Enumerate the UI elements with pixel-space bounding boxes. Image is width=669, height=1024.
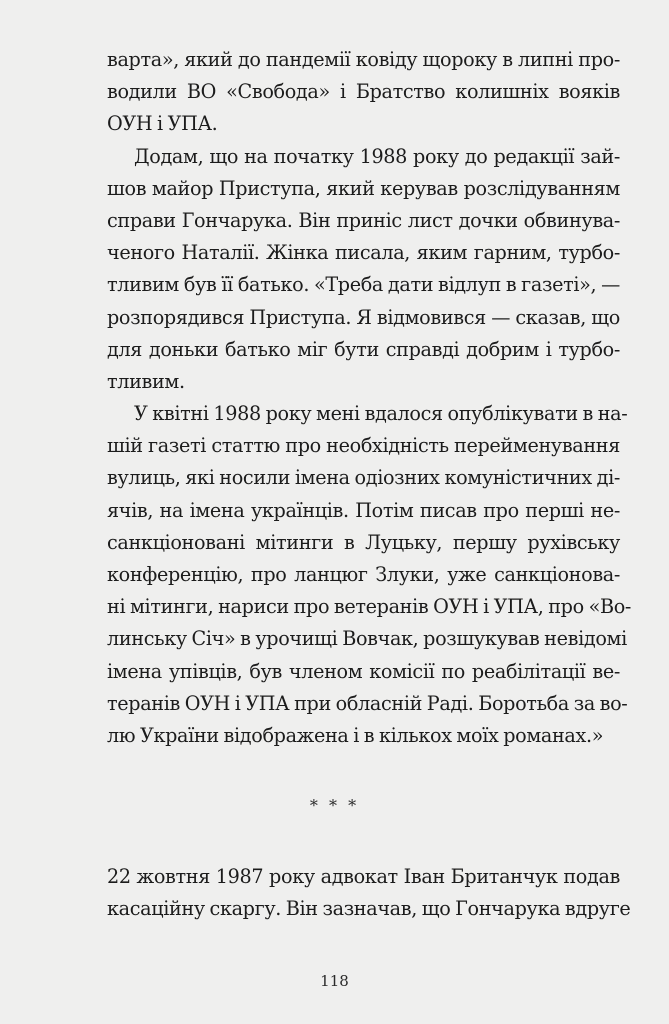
text-line: варта», який до пандемії ковіду щороку в липні про- xyxy=(107,48,620,71)
text-line: теранів ОУН і УПА при обласній Раді. Боротьба за во- xyxy=(107,691,628,715)
text-line: лю України відображена і в кількох моїх романах.» xyxy=(107,723,604,747)
text-line: для доньки батько міг бути справді добрим і турбо- xyxy=(107,337,620,361)
text-line: касаційну скаргу. Він зазначав, що Гончарука вдруге xyxy=(107,897,631,921)
text-line: тливим був її батько. «Треба дати відлуп в газеті», — xyxy=(107,273,620,297)
text-line: шов майор Приступа, який керував розслідуванням xyxy=(107,176,620,200)
text-line: конференцію, про ланцюг Злуки, уже санкціонова- xyxy=(107,563,620,586)
text-line: вулиць, які носили імена одіозних комуністичних ді- xyxy=(107,466,620,490)
paragraph-2 xyxy=(107,141,620,399)
text-line: Додам, що на початку 1988 року до редакції зай- xyxy=(134,144,620,168)
text-line: ОУН і УПА. xyxy=(107,112,218,136)
text-line: розпорядився Приступа. Я відмовився — сказав, що xyxy=(107,305,620,329)
page-number: 118 xyxy=(320,972,349,990)
text-line: ченого Наталії. Жінка писала, яким гарним, турбо- xyxy=(107,241,620,265)
text-line: 22 жовтня 1987 року адвокат Іван Британчук подав xyxy=(107,865,620,888)
section-2-text xyxy=(107,861,631,925)
text-line: линську Січ» в урочищі Вовчак, розшукував невідомі xyxy=(107,627,627,651)
text-line: санкціоновані мітинги в Луцьку, першу рухівську xyxy=(107,530,620,554)
section-separator: * * * xyxy=(309,796,360,815)
text-line: водили ВО «Свобода» і Братство колишніх вояків xyxy=(107,80,620,104)
text-line: тливим. xyxy=(107,369,185,393)
text-line: У квітні 1988 року мені вдалося опублікувати в на- xyxy=(134,402,628,426)
text-line: ячів, на імена українців. Потім писав про перші не- xyxy=(107,498,620,522)
paragraph-1 xyxy=(107,44,620,141)
text-line: імена упівців, був членом комісії по реабілітації ве- xyxy=(107,659,620,683)
text-line: ні мітинги, нариси про ветеранів ОУН і УПА, про «Во- xyxy=(107,595,632,619)
paragraph-3 xyxy=(107,398,632,752)
body-text xyxy=(107,44,632,752)
text-line: справи Гончарука. Він приніс лист дочки обвинува- xyxy=(107,208,620,232)
text-line: шій газеті статтю про необхідність перейменування xyxy=(107,434,620,458)
